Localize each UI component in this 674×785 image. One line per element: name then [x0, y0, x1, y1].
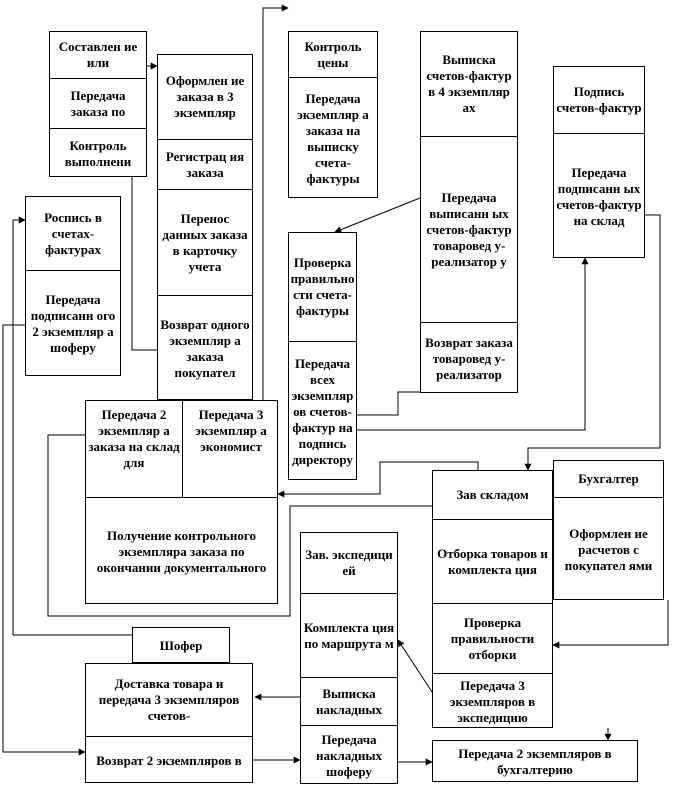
- cell-b2-3: Возврат одного экземпляр а заказа покупател: [158, 295, 252, 400]
- arrow-b7-to-b4: [357, 392, 420, 415]
- cell-b1-2: Контроль выполнени: [50, 128, 146, 177]
- cell-b7-1: Передача всех экземпляр ов счетов-фактур на подпись директору: [289, 341, 356, 480]
- cell-b8-0: Передача 2 экземпляр а заказа на склад для: [88, 407, 180, 470]
- block-to-accounting: [432, 740, 638, 782]
- cell-b2-0: Оформлен ие заказа в 3 экземпляр: [165, 73, 245, 120]
- cell-b2-2: Перенос данных заказа в карточку учета: [158, 189, 252, 295]
- cell-b4-1: Передача выписанн ых счетов-фактур товаровед у-реализатор у: [421, 136, 517, 322]
- cell-b4-2: Возврат заказа товаровед у-реализатор: [421, 322, 517, 393]
- cell-b1-1: Передача заказа по: [50, 78, 146, 128]
- cell-b9-0: Зав складом: [456, 487, 529, 502]
- arrow-b10-to-b9: [553, 600, 668, 645]
- cell-b7-0: Проверка правильно сти счета-фактуры: [290, 255, 355, 318]
- block-order-preparation: [49, 31, 147, 177]
- cell-b13-0: Доставка товара и передача 3 экземпляров счетов-: [98, 676, 240, 723]
- block-order-transfer: [85, 400, 278, 604]
- block-price-control: [288, 31, 378, 198]
- block-invoice-check: [288, 232, 357, 480]
- cell-b9-3: Передача 3 экземпляров в экспедицию: [433, 673, 552, 728]
- block-order-registration: [157, 54, 253, 400]
- arrow-top-route: [263, 8, 288, 400]
- block-invoice-sign-receipt: [25, 196, 121, 376]
- block-driver: [132, 627, 230, 663]
- arrow-left-to-b6: [13, 220, 25, 635]
- cell-b10-0: Бухгалтер: [578, 471, 639, 486]
- arrow-b4-to-b7: [335, 198, 420, 232]
- cell-b5-0: Подпись счетов-фактур: [556, 84, 642, 115]
- block-expedition-manager: [300, 532, 398, 784]
- cell-b3-0: Контроль цены: [304, 38, 362, 70]
- cell-b2-1: Регистрац ия заказа: [158, 139, 252, 189]
- block-invoice-signing: [553, 66, 645, 258]
- cell-b11-1: Комплекта ция по маршрута м: [301, 593, 397, 677]
- cell-b3-1: Передача экземпляр а заказа на выписку счета-фактуры: [289, 77, 377, 198]
- block-warehouse-manager: [432, 470, 553, 728]
- cell-b1-0: Составлен ие или: [58, 39, 138, 70]
- arrow-b9-to-b11: [398, 640, 432, 692]
- cell-b6-0: Роспись в счетах-фактурах: [44, 209, 102, 257]
- cell-b13-1: Возврат 2 экземпляров в: [86, 736, 252, 783]
- cell-b9-2: Проверка правильности отборки: [433, 603, 552, 673]
- cell-b9-1: Отборка товаров и комплекта ция: [433, 519, 552, 603]
- cell-b12-0: Шофер: [159, 638, 203, 653]
- cell-b10-1: Оформлен ие расчетов с покупател ями: [554, 497, 663, 600]
- cell-b4-0: Выписка счетов-фактур в 4 экземпляр ах: [426, 52, 512, 115]
- cell-b11-3: Передача накладных шоферу: [301, 725, 397, 784]
- cell-b8-1: Передача 3 экземпляр а экономист: [182, 401, 278, 497]
- block-accountant: [553, 460, 664, 600]
- arrow-b6-down: [3, 325, 85, 752]
- block-delivery: [85, 663, 253, 783]
- cell-b8-2: Получение контрольного экземпляра заказа по окончании документального: [86, 497, 277, 604]
- cell-b11-0: Зав. экспедици ей: [305, 547, 393, 578]
- cell-b6-1: Передача подписанн ого 2 экземпляр а шоферу: [26, 270, 120, 376]
- block-invoice-issuing: [420, 31, 518, 393]
- arrow-b2-to-b1: [132, 170, 157, 350]
- cell-b5-1: Передача подписанн ых счетов-фактур на склад: [554, 133, 644, 258]
- cell-b14-0: Передача 2 экземпляров в бухгалтерию: [458, 746, 612, 777]
- cell-b11-2: Выписка накладных: [301, 677, 397, 725]
